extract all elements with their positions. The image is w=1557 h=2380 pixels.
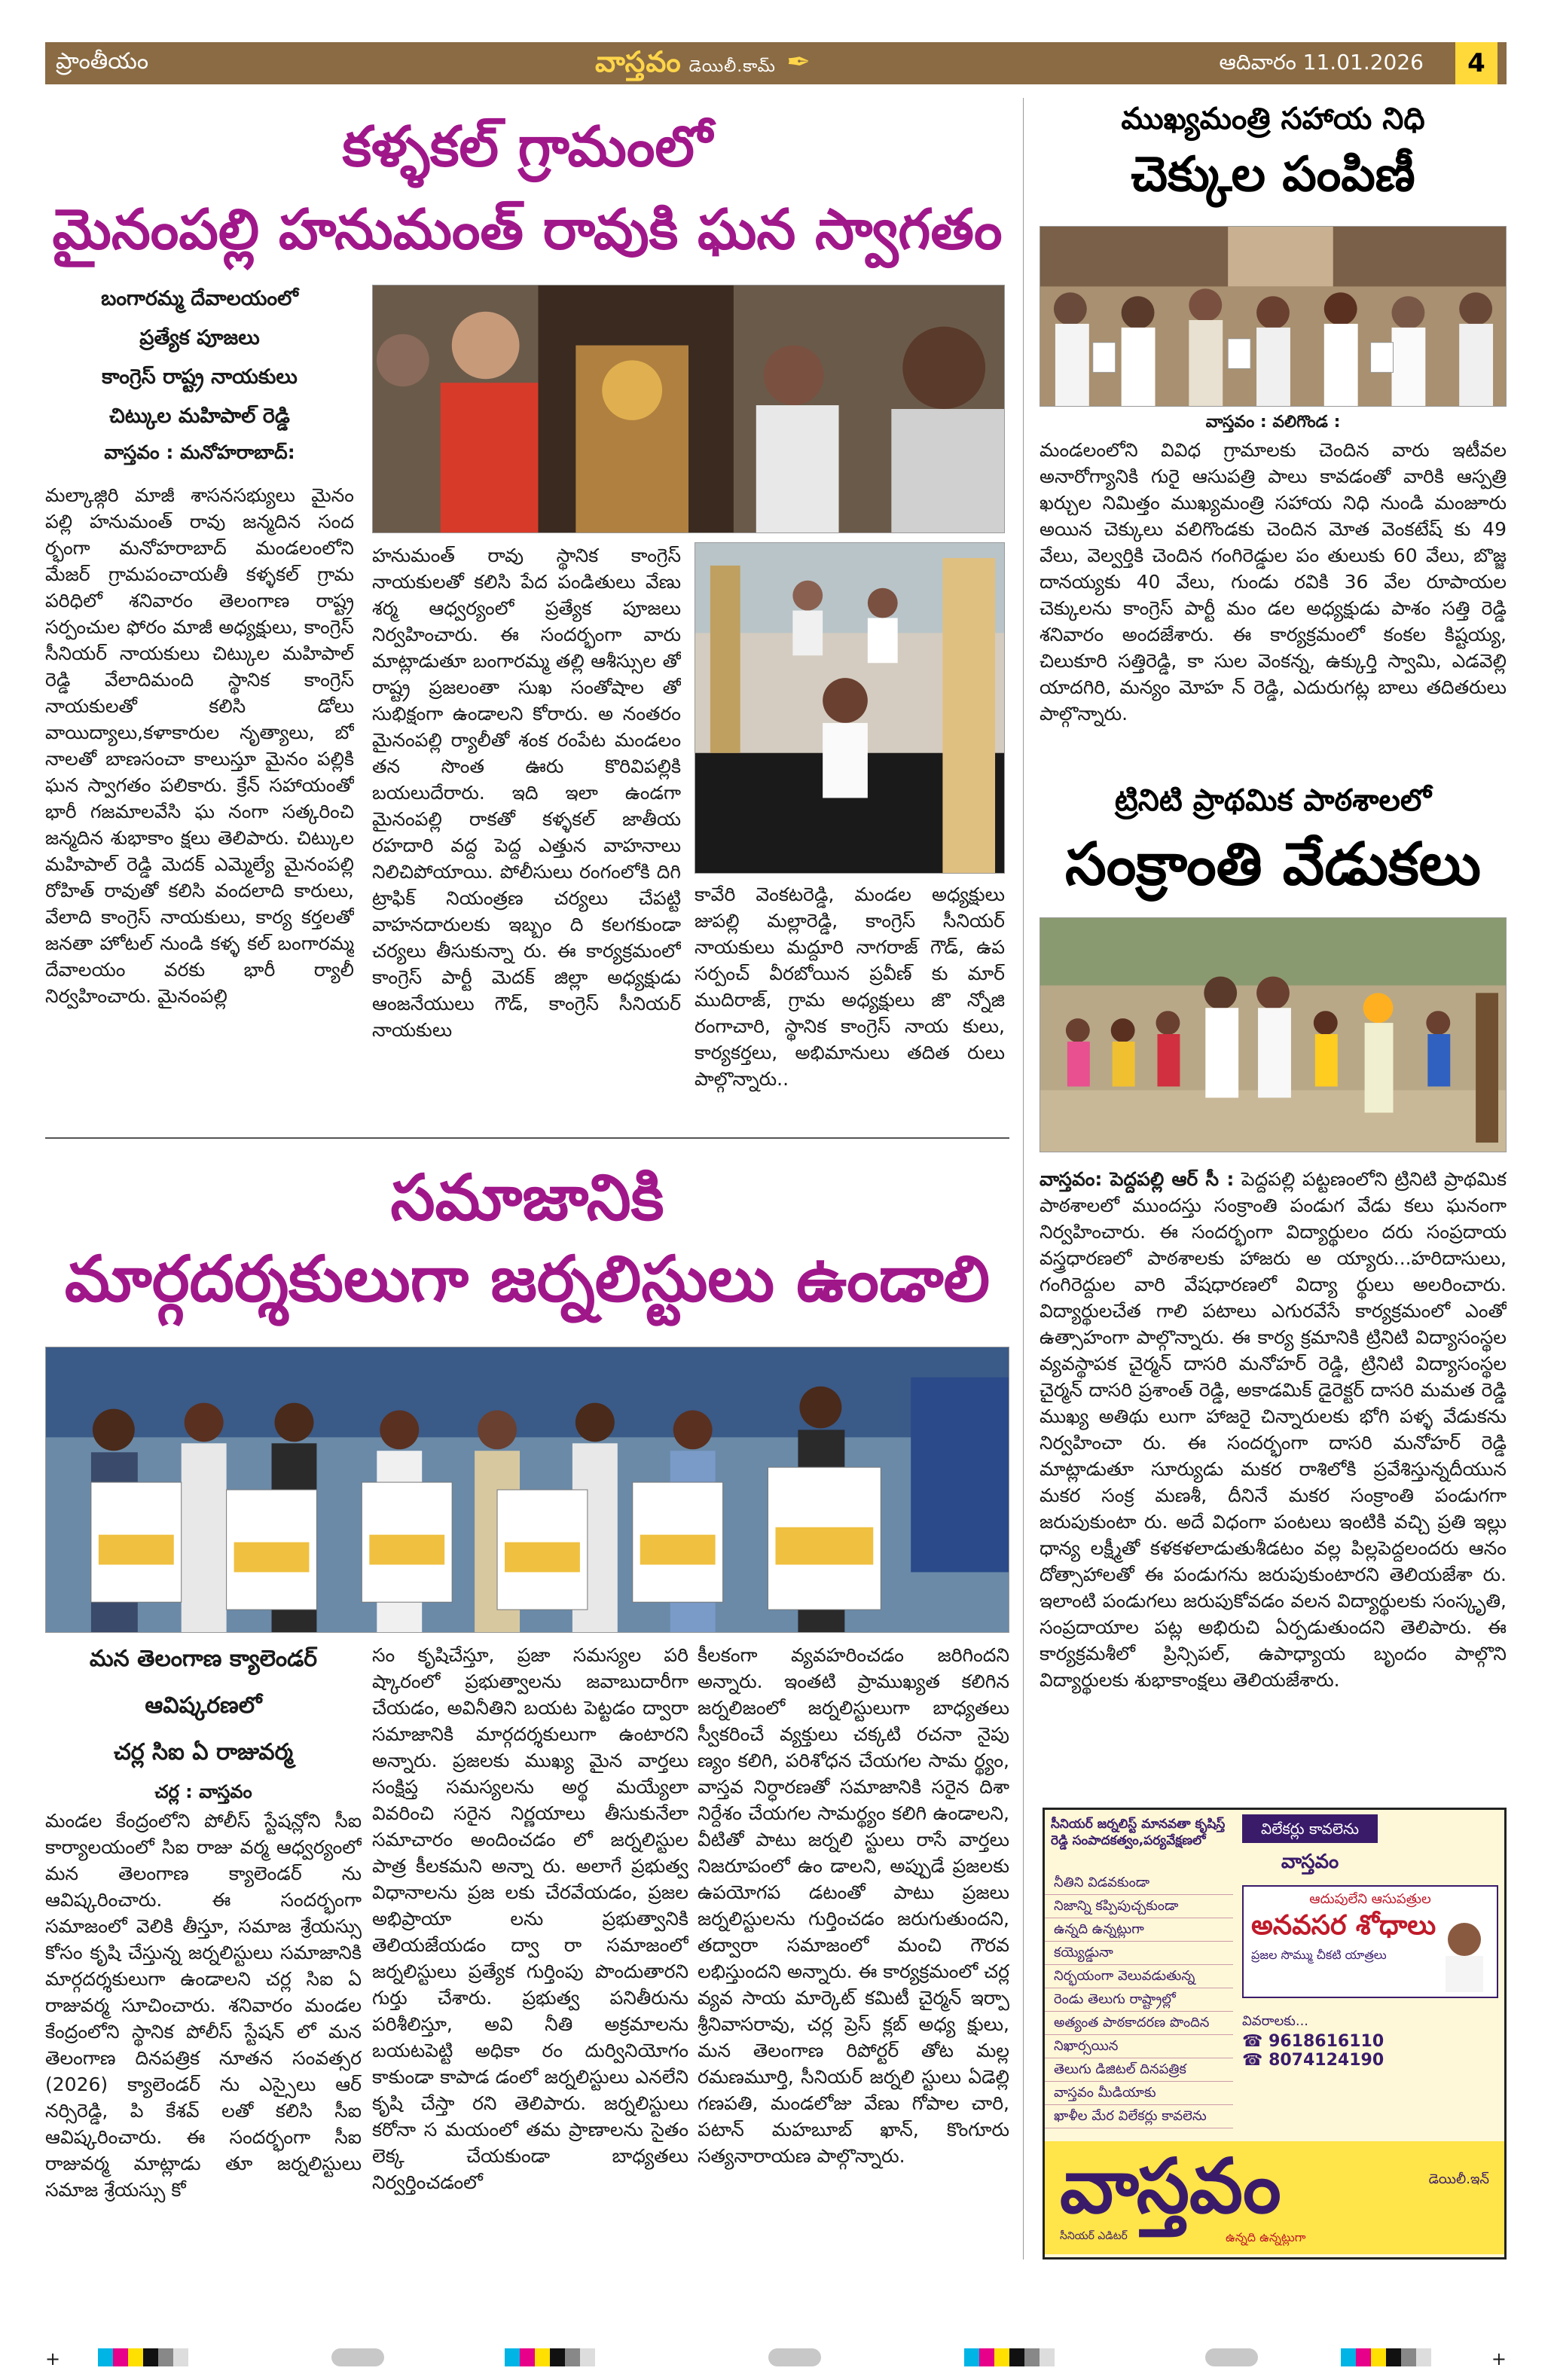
ad-slogan-sub: ప్రజల సొమ్ము చీకటి యాత్రలు bbox=[1251, 1948, 1387, 1962]
ad-row: ఉన్నది ఉన్నట్లుగా bbox=[1045, 1918, 1233, 1942]
ad-contact bbox=[1242, 2013, 1498, 2070]
story1-column-2: హనుమంత్ రావు స్థానిక కాంగ్రెస్ నాయకులతో కలిసి పేద పండితులు వేణు శర్మ ఆధ్వర్యంలో ప్రత్యేక పూజలు నిర్వహించారు. ఈ సందర్భంగా వారు మాట్లాడుతూ బంగారమ్మ తల్లి ఆశీస్సుల తో రాష్ట్ర ప్రజలంతా సుఖ సంతోషాల తో సుభిక్షంగా ఉండాలని కోరారు. అ నంతరం మైనంపల్లి ర్యాలీతో శంక రంపేట మండలం తన సొంత ఊరు కొరివిపల్లికి బయలుదేరారు. ఇది ఇలా ఉండగా మైనంపల్లి రాకతో కళ్ళకల్ జాతీయ రహదారి వద్ద పెద్ద ఎత్తున వాహనాలు నిలిచిపోయాయి. పోలీసులు రంగంలోకి దిగి ట్రాఫిక్ నియంత్రణ చర్యలు చేపట్టి వాహనదారులకు ఇబ్బం ది కలగకుండా చర్యలు తీసుకున్నా రు. ఈ కార్యక్రమంలో కాంగ్రెస్ పార్టీ మెదక్ జిల్లా అధ్యక్షుడు ఆంజనేయులు గౌడ్, కాంగ్రెస్ సీనియర్ నాయకులు bbox=[372, 545, 681, 1041]
story1-photo-rally bbox=[695, 542, 1005, 874]
story4-subhead: ఆవిష్కరణలో bbox=[145, 1692, 262, 1719]
story1-subheads bbox=[45, 285, 354, 467]
story4-subheads bbox=[45, 1642, 362, 1806]
story4-headline-line2: మార్గదర్శకులుగా జర్నలిస్టులు ఉండాలి bbox=[64, 1242, 991, 1316]
story1-subhead: ప్రత్యేక పూజలు bbox=[139, 326, 260, 349]
color-bar bbox=[98, 2348, 188, 2369]
registration-pill bbox=[768, 2348, 821, 2366]
story2-headline: చెక్కుల పంపిణీ bbox=[1131, 147, 1415, 203]
ad-big-suffix: డెయిలీ.ఇన్ bbox=[1428, 2171, 1489, 2187]
story3-body: వాస్తవం: పెద్దపల్లి ఆర్ సీ : పెద్దపల్లి పట్టణంలోని ట్రినిటి ప్రాథమిక పాఠశాలలో ముందస్తు సంక్రాంతి పండుగ వేడు కలు ఘనంగా నిర్వహించారు. ఈ సందర్భంగా విద్యార్థులం దరు సంప్రదాయ వస్త్రధారణలో పాఠశాలకు హాజరు అ య్యారు...హరిదాసులు, గంగిరెద్దుల వారి వేషధారణలో విద్యా ర్థులు అలరించారు. విద్యార్థులచేత గాలి పటాలు ఎగురవేసే కార్యక్రమంలో ఎంతో ఉత్సాహంగా పాల్గొన్నారు. ఈ కార్య క్రమానికి ట్రినిటి విద్యాసంస్థల వ్యవస్థాపక చైర్మన్ దాసరి మనోహర్ రెడ్డి, ట్రినిటి విద్యాసంస్థల చైర్మన్ దాసరి ప్రశాంత్ రెడ్డి, అకాడమిక్ డైరెక్టర్ దాసరి మమత రెడ్డి ముఖ్య అతిథు లుగా హాజరై చిన్నారులకు భోగి పళ్ళ వేడుకను నిర్వహించా రు. ఈ సందర్భంగా దాసరి మనోహర్ రెడ్డి మాట్లాడుతూ సూర్యుడు మకర రాశిలోకి ప్రవేశిస్తున్నదీయున మకర సంక్ర మణశీ, దీనినే మకర సంక్రాంతి పండుగగా జరుపుకుంటా రు. అదే విధంగా పంటలు ఇంటికి వచ్చి ప్రతి ఇల్లు ధాన్య లక్ష్మీతో కళకళలాడుతుశీడటం వల్ల పిల్లపెద్దలందరు ఆనం దోత్సాహాలతో ఈ పండుగను జరుపుకుంటారని తెలియజేశా రు. ఇలాంటి పండుగలు జరుపుకోవడం వలన విద్యార్థులకు సంస్కృతి, సంప్రదాయాల పట్ల అభిరుచి ఏర్పడుతుందని తెలిపారు. ఈ కార్యక్రమశీలో ప్రిన్సిపల్, ఉపాధ్యాయ బృందం పాల్గొని విద్యార్థులకు శుభాకాంక్షలు తెలియజేశారు. bbox=[1040, 1168, 1507, 1691]
story1-dateline: వాస్తవం : మనోహరాబాద్: bbox=[104, 441, 295, 463]
phone-icon: ☎ bbox=[1242, 2032, 1269, 2051]
ad-row: తెలుగు డిజిటల్ దినపత్రిక bbox=[1045, 2058, 1233, 2082]
pen-nib-icon: ✒ bbox=[786, 45, 811, 78]
story1-subhead: బంగారమ్మ దేవాలయంలో bbox=[101, 287, 298, 310]
phone-icon: ☎ bbox=[1242, 2051, 1269, 2070]
ad-title: విలేకర్లు కావలెను bbox=[1242, 1814, 1378, 1843]
print-color-strip bbox=[45, 2348, 1507, 2371]
story1-headline-line1: కళ్ళకల్ గ్రామంలో bbox=[342, 114, 713, 179]
ad-row: రెండు తెలుగు రాష్ట్రాల్లో bbox=[1045, 1988, 1233, 2012]
ad-row: నిఖార్సయిన bbox=[1045, 2035, 1233, 2058]
ad-slogan-box bbox=[1242, 1885, 1498, 1998]
story3-photo-sankranti bbox=[1040, 917, 1507, 1152]
ad-contact-label: వివరాలకు... bbox=[1242, 2013, 1309, 2029]
registration-pill bbox=[1205, 2348, 1258, 2366]
column-divider bbox=[1023, 98, 1024, 2259]
story2-kicker: ముఖ్యమంత్రి సహాయ నిధి bbox=[1121, 102, 1425, 136]
color-bar bbox=[1341, 2348, 1431, 2369]
issue-date: ఆదివారం 11.01.2026 bbox=[1219, 50, 1424, 75]
ad-slogan: అనవసర శోధాలు bbox=[1251, 1910, 1436, 1941]
story4-subhead: మన తెలంగాణ క్యాలెండర్ bbox=[89, 1646, 318, 1672]
section-divider bbox=[45, 1137, 1009, 1139]
page-number: 4 bbox=[1455, 42, 1497, 84]
story3-dateline: వాస్తవం: పెద్దపల్లి ఆర్ సీ : bbox=[1040, 1168, 1235, 1190]
story1-photo-temple bbox=[372, 285, 1005, 533]
story4-headline-line1: సమాజానికి bbox=[390, 1161, 664, 1234]
crop-mark-icon: + bbox=[45, 2348, 61, 2369]
story2-dateline: వాస్తవం : వలిగొండ : bbox=[1205, 413, 1341, 432]
masthead-brand: వాస్తవం డెయిలీ.కామ్ ✒ bbox=[595, 45, 811, 78]
color-bar bbox=[964, 2348, 1055, 2369]
portrait-icon bbox=[1438, 1917, 1491, 1992]
ad-row: ఖాళీల మేర విలేకర్లు కావలెను bbox=[1045, 2105, 1233, 2128]
story1-column-1: మల్కాజ్గిరి మాజీ శాసనసభ్యులు మైనం పల్లి హనుమంత్ రావు జన్మదిన సంద ర్భంగా మనోహరాబాద్ మండలంలోని మేజర్ గ్రామపంచాయతీ కళ్ళకల్ గ్రామ పరిధిలో శనివారం తెలంగాణ రాష్ట్ర సర్పంచుల ఫోరం మాజీ అధ్యక్షులు, కాంగ్రెస్ సీనియర్ నాయకులు చిట్కుల మహిపాల్ రెడ్డి వేలాదిమంది స్థానిక కాంగ్రెస్ నాయకులతో కలిసి డోలు వాయిద్యాలు,కళాకారుల నృత్యాలు, బో నాలతో బాణసంచా కాలుస్తూ మైనం పల్లికి ఘన స్వాగతం పలికారు. క్రేన్ సహాయంతో భారీ గజమాలవేసి ఘ నంగా సత్కరించి జన్మదిన శుభాకాం క్షలు తెలిపారు. చిట్కుల మహిపాల్ రెడ్డి మెదక్ ఎమ్మెల్యే మైనంపల్లి రోహిత్ రావుతో కలిసి వందలాది కారులు, వేలాది కాంగ్రెస్ నాయకులు, కార్య కర్తలతో జనతా హోటల్ నుండి కళ్ళ కల్ బంగారమ్మ దేవాలయం వరకు భారీ ర్యాలీ నిర్వహించారు. మైనంపల్లి bbox=[45, 484, 354, 1007]
ad-rows bbox=[1045, 1872, 1233, 2128]
story2-photo-cheques bbox=[1040, 226, 1507, 407]
ad-tagline: ఉన్నది ఉన్నట్లుగా bbox=[1226, 2230, 1306, 2244]
story4-column-2: సం కృషిచేస్తూ, ప్రజా సమస్యల పరి ష్కారంలో ప్రభుత్వాలను జవాబుదారీగా చేయడం, అవినీతిని బయట పెట్టడం ద్వారా సమాజానికి మార్గదర్శకులుగా ఉంటారని అన్నారు. ప్రజలకు ముఖ్య మైన వార్తలు సంక్షిప్త సమస్యలను అర్థ మయ్యేలా వివరించి సరైన నిర్ణయాలు తీసుకునేలా సమాచారం అందించడం లో జర్నలిస్టుల పాత్ర కీలకమని అన్నా రు. అలాగే ప్రభుత్వ విధానాలను ప్రజ లకు చేరవేయడం, ప్రజల అభిప్రాయా లను ప్రభుత్వానికి తెలియజేయడం ద్వా రా సమాజంలో జర్నలిస్టులు ప్రత్యేక గుర్తింపు పొందుతారని గుర్తు చేశారు. ప్రభుత్వ పనితీరును పరిశీలిస్తూ, అవి నీతి అక్రమాలను బయటపెట్టి అధికా రం దుర్వినియోగం కాకుండా కాపాడ డంలో జర్నలిస్టులు ఎనలేని కృషి చేస్తా రని తెలిపారు. జర్నలిస్టులు కరోనా స మయంలో తమ ప్రాణాలను సైతం లెక్క చేయకుండా బాధ్యతలు నిర్వర్తించడంలో bbox=[372, 1644, 688, 2193]
story3-headline: సంక్రాంతి వేడుకలు bbox=[1065, 831, 1481, 899]
ad-phone-1: ☎ 9618616110 bbox=[1242, 2032, 1385, 2051]
story1-subhead: కాంగ్రెస్ రాష్ట్ర నాయకులు bbox=[102, 365, 298, 389]
section-label: ప్రాంతీయం bbox=[56, 48, 149, 75]
story4-subhead: చర్ల సిఐ ఏ రాజువర్మ bbox=[113, 1739, 294, 1765]
ad-row: కయ్యెడ్డునా bbox=[1045, 1942, 1233, 1965]
story4-column-1: మండల కేంద్రంలోని పోలీస్ స్టేషన్లోని సీఐ కార్యాలయంలో సిఐ రాజు వర్మ ఆధ్వర్యంలో మన తెలంగాణ క్యాలెండర్ ను ఆవిష్కరించారు. ఈ సందర్భంగా సమాజంలో వెలికి తీస్తూ, సమాజ శ్రేయస్సు కోసం కృషి చేస్తున్న జర్నలిస్టులు సమాజానికి మార్గదర్శకులుగా ఉండాలని చర్ల సిఐ ఏ రాజువర్మ సూచించారు. శనివారం మండల కేంద్రంలోని స్థానిక పోలీస్ స్టేషన్ లో మన తెలంగాణ దినపత్రిక నూతన సంవత్సర (2026) క్యాలెండర్ ను ఎస్సైలు ఆర్ నర్సిరెడ్డి, పి కేశవ్ లతో కలిసి సీఐ ఆవిష్కరించారు. ఈ సందర్భంగా సీఐ రాజువర్మ మాట్లాడు తూ జర్నలిస్టులు సమాజ శ్రేయస్సు కో bbox=[45, 1810, 362, 2201]
story4-photo-calendar-launch bbox=[45, 1347, 1009, 1633]
ad-phone-2: ☎ 8074124190 bbox=[1242, 2051, 1385, 2070]
classified-ad-reporters-wanted bbox=[1043, 1808, 1507, 2259]
story1-headline-line2: మైనంపల్లి హనుమంత్ రావుకి ఘన స్వాగతం bbox=[52, 197, 1003, 262]
story2-body: మండలంలోని వివిధ గ్రామాలకు చెందిన వారు ఇటీవల అనారోగ్యానికి గురై ఆసుపత్రి పాలు కావడంతో వారికి ఆస్పత్రి ఖర్చుల నిమిత్తం ముఖ్యమంత్రి సహాయ నిధి నుండి మంజూరు అయిన చెక్కులు వలిగొండకు చెందిన మోత వెంకటేష్ కు 49 వేలు, వెల్వర్తికి చెందిన గంగిరెడ్డుల పం తులుకు 60 వేలు, బొజ్జ దానయ్యకు 40 వేలు, గుండు రవికి 36 వేల రూపాయల చెక్కులను కాంగ్రెస్ పార్టీ మం డల అధ్యక్షుడు పాశం సత్తి రెడ్డి శనివారం అందజేశారు. ఈ కార్యక్రమంలో కంకల కిష్టయ్య, చిలుకూరి సత్తిరెడ్డి, కా సుల వెంకన్న, ఉక్కుర్తి స్వామి, ఎడవెల్లి యాదగిరి, మన్యం మోహ న్ రెడ్డి, ఎదురుగట్ల బాలు తదితరులు పాల్గొన్నారు. bbox=[1040, 439, 1507, 725]
ad-left-small: సీనియర్ ఎడిటర్ bbox=[1060, 2230, 1128, 2242]
ad-row: నిర్భయంగా వెలువడుతున్న bbox=[1045, 1965, 1233, 1988]
ad-slogan-top: ఆదుపులేని ఆసుపత్రుల bbox=[1309, 1891, 1431, 1907]
story1-subhead: చిట్కుల మహిపాల్ రెడ్డి bbox=[109, 404, 290, 428]
ad-row: వాస్తవం మీడియాకు bbox=[1045, 2082, 1233, 2105]
ad-row: నీతిని విడవకుండా bbox=[1045, 1872, 1233, 1895]
page-header bbox=[45, 42, 1507, 84]
story4-column-3: కీలకంగా వ్యవహరించడం జరిగిందని అన్నారు. ఇంతటి ప్రాముఖ్యత కలిగిన జర్నలిజంలో జర్నలిస్టులుగా బాధ్యతలు స్వీకరించే వ్యక్తులు చక్కటి రచనా నైపు ణ్యం కలిగి, పరిశోధన చేయగల సామ ర్థ్యం, వాస్తవ నిర్ధారణతో సమాజానికి సరైన దిశా నిర్దేశం చేయగల సామర్థ్యం కలిగి ఉండాలని, వీటితో పాటు జర్నలి స్టులు రాసే వార్తలు నిజరూపంలో ఉం డాలని, అప్పుడే ప్రజలకు ఉపయోగప డటంతో పాటు ప్రజలు జర్నలిస్టులను గుర్తించడం జరుగుతుందని, తద్వారా సమాజంలో మంచి గౌరవ లభిస్తుందని అన్నారు. ఈ కార్యక్రమంలో చర్ల వ్యవ సాయ మార్కెట్ కమిటీ చైర్మన్ ఇర్పా శ్రీనివాసరావు, చర్ల ప్రెస్ క్లబ్ అధ్య క్షులు, మన తెలంగాణ రిపోర్టర్ తోట మల్ల రమణమూర్తి, సీనియర్ జర్నలి స్టులు ఏడెల్లి గణపతి, మండలోజు వేణు గోపాల చారి, పటాన్ మహబూబ్ ఖాన్, కొంగూరు సత్యనారాయణ పాల్గొన్నారు. bbox=[698, 1644, 1009, 2167]
ad-left-heading: సీనియర్ జర్నలిస్ట్ మానవతా కృషిస్త్ రెడ్డి సంపాదకత్వం,పర్యవేక్షణలో bbox=[1051, 1817, 1226, 1848]
crop-mark-icon: + bbox=[1491, 2348, 1507, 2369]
registration-pill bbox=[331, 2348, 384, 2366]
ad-row: నిజాన్ని కప్పిపుచ్చకుండా bbox=[1045, 1895, 1233, 1918]
story1-column-3: కావేరి వెంకటరెడ్డి, మండల అధ్యక్షులు జుపల్లి మల్లారెడ్డి, కాంగ్రెస్ సీనియర్ నాయకులు మద్దూరి నాగరాజ్ గౌడ్, ఉప సర్పంచ్ వీరబోయిన ప్రవీణ్ కు మార్ ముదిరాజ్, గ్రామ అధ్యక్షులు జొ న్నోజి రంగాచారి, స్థానిక కాంగ్రెస్ నాయ కులు, కార్యకర్తలు, అభిమానులు తదిత రులు పాల్గొన్నారు.. bbox=[695, 883, 1005, 1090]
ad-big-brand-band bbox=[1045, 2141, 1504, 2254]
ad-row: అత్యంత పాఠకాదరణ పొందిన bbox=[1045, 2012, 1233, 2035]
ad-big-brand: వాస్తవం bbox=[1060, 2142, 1281, 2230]
story4-dateline: చర్ల : వాస్తవం bbox=[154, 1781, 252, 1802]
story3-kicker: ట్రినిటి ప్రాథమిక పాఠశాలలో bbox=[1114, 783, 1432, 818]
color-bar bbox=[505, 2348, 595, 2369]
ad-brand-small: వాస్తవం bbox=[1281, 1851, 1339, 1873]
